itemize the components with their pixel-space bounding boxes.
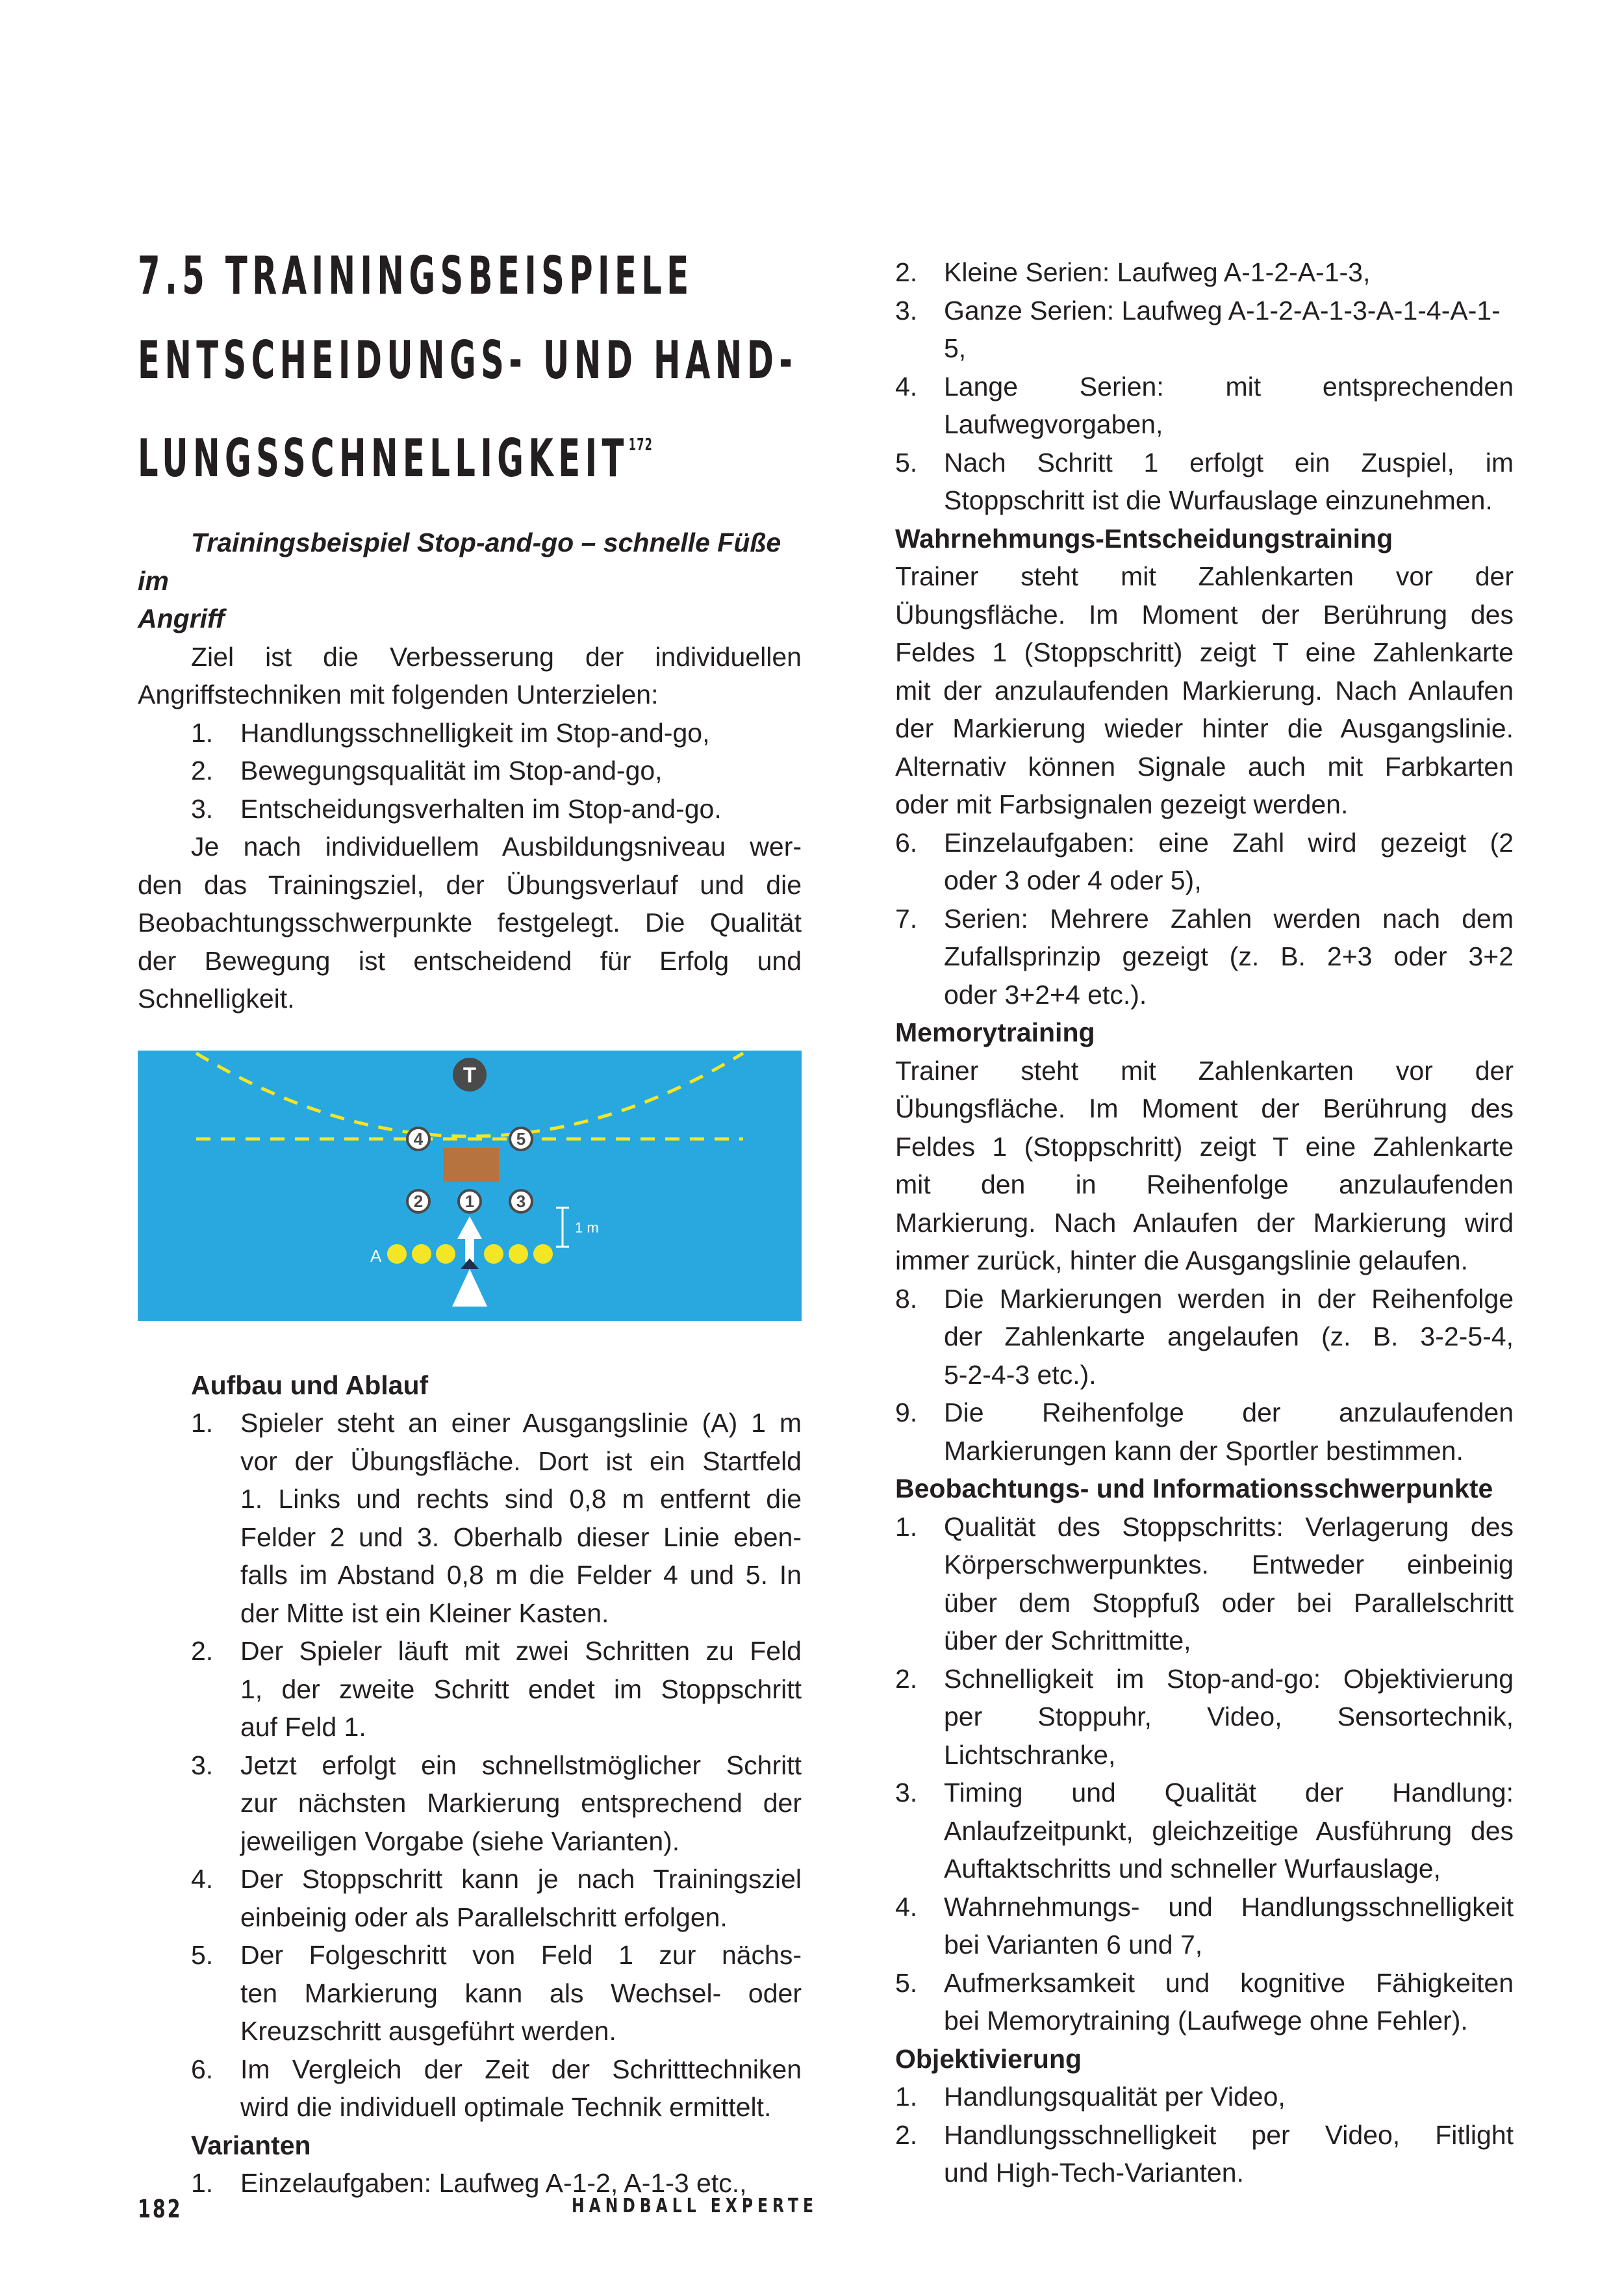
text-line: Je nach individuellem Ausbildungsniveau wer- (191, 832, 802, 862)
text-line: Trainer steht mit Zahlenkarten vor der (895, 1055, 1514, 1086)
list-item (895, 2116, 1514, 2192)
list-text-line: Handlungsschnelligkeit per Video, Fitlight (944, 2119, 1514, 2150)
list-text-line: Timing und Qualität der Handlung: (944, 1778, 1514, 1807)
list-number: 2. (191, 1636, 214, 1666)
list-text-line: Wahrnehmungs- und Handlungsschnelligkeit (944, 1891, 1514, 1922)
list-text-line: Ganze Serien: Laufweg A-1-2-A-1-3-A-1-4-A-1-5, (944, 295, 1501, 363)
memory-list (895, 1280, 1514, 1470)
list-text-line: Lange Serien: mit entsprechenden (944, 371, 1514, 402)
left-column (138, 234, 802, 2202)
list-text-line: 1, der zweite Schritt endet im Stoppschritt (240, 1674, 802, 1704)
list-text-line: Jetzt erfolgt ein schnellstmöglicher Schritt (240, 1750, 802, 1780)
list-item (895, 292, 1514, 368)
list-item (895, 1280, 1514, 1394)
list-text-line: Die Markierungen werden in der Reihenfolge (944, 1283, 1514, 1314)
goal-line-1: Ziel ist die Verbesserung der individuellen (191, 641, 802, 672)
list-text-line: Serien: Mehrere Zahlen werden nach dem (944, 903, 1514, 934)
field-marker-label: 4 (413, 1129, 424, 1149)
list-text-line: Kreuzschritt ausgeführt werden. (240, 2016, 616, 2046)
text-line: mit den in Reihenfolge anzulaufenden (895, 1169, 1514, 1199)
text-line: der Bewegung ist entscheidend für Erfolg und (138, 945, 802, 976)
list-text-line: Die Reihenfolge der anzulaufenden (944, 1398, 1514, 1427)
list-number: 4. (895, 1891, 918, 1922)
list-text-line: per Stoppuhr, Video, Sensortechnik, (944, 1702, 1514, 1731)
list-number: 3. (895, 295, 918, 326)
example-subtitle: Trainingsbeispiel Stop-and-go – schnelle Füße im Angriff (138, 528, 781, 633)
list-item (895, 368, 1514, 444)
observation-list (895, 1508, 1514, 2040)
list-item (895, 444, 1514, 520)
list-text-line: zur nächsten Markierung entsprechend der (240, 1788, 802, 1818)
stop-and-go-diagram (138, 1051, 802, 1321)
list-number: 4. (895, 371, 918, 402)
objectification-heading: Objektivierung (895, 2043, 1082, 2074)
small-box (443, 1148, 499, 1182)
text-line: oder mit Farbsignalen gezeigt werden. (895, 789, 1349, 819)
list-text-line: 1. Links und rechts sind 0,8 m entfernt die (240, 1484, 802, 1514)
distance-label: 1 m (575, 1219, 599, 1236)
variants-heading: Varianten (191, 2130, 311, 2160)
list-text-line: Felder 2 und 3. Oberhalb dieser Linie eben- (240, 1522, 802, 1552)
memory-heading: Memorytraining (895, 1017, 1095, 1047)
list-item (138, 1936, 802, 2050)
text-line: Schnelligkeit. (138, 984, 295, 1014)
list-text-line: Stoppschritt ist die Wurfauslage einzunehmen. (944, 485, 1493, 515)
list-item (895, 1394, 1514, 1470)
setup-list (138, 1404, 802, 2126)
list-number: 8. (895, 1283, 918, 1314)
intro-paragraph (138, 828, 802, 1018)
list-text-line: Der Folgeschritt von Feld 1 zur nächs- (240, 1940, 802, 1970)
list-text-line: der Mitte ist ein Kleiner Kasten. (240, 1598, 609, 1628)
list-text-line: bei Varianten 6 und 7, (944, 1930, 1203, 1959)
page-number: 182 (138, 2195, 183, 2223)
start-line-dot (484, 1244, 503, 1264)
list-item (895, 2078, 1514, 2116)
list-number: 9. (895, 1398, 918, 1427)
text-line: mit der anzulaufenden Markierung. Nach Anlaufen (895, 675, 1514, 706)
list-text-line: bei Memorytraining (Laufwege ohne Fehler). (944, 2006, 1468, 2036)
list-text-line: Nach Schritt 1 erfolgt ein Zuspiel, im (944, 447, 1514, 478)
list-number: 5. (895, 1967, 918, 1998)
list-text-line: Der Spieler läuft mit zwei Schritten zu Feld (240, 1636, 802, 1666)
list-item (138, 1404, 802, 1632)
trainer-label: T (463, 1062, 477, 1087)
list-number: 5. (191, 1940, 214, 1970)
start-line-dot (509, 1244, 528, 1264)
list-number: 4. (191, 1864, 214, 1894)
text-line: Markierung. Nach Anlaufen der Markierung wird (895, 1207, 1514, 1238)
list-text-line: Qualität des Stoppschritts: Verlagerung des (944, 1511, 1514, 1542)
goal-line-2: Angriffstechniken mit folgenden Unterzielen: (138, 680, 659, 709)
field-marker-label: 1 (464, 1191, 475, 1211)
list-text-line: jeweiligen Vorgabe (siehe Varianten). (240, 1826, 680, 1856)
text-line: Feldes 1 (Stoppschritt) zeigt T eine Zahlenkarte (895, 1131, 1514, 1162)
list-text-line: oder 3 oder 4 oder 5), (944, 865, 1202, 895)
list-item (138, 790, 802, 828)
list-text-line: Lichtschranke, (944, 1739, 1116, 1770)
list-item (895, 1508, 1514, 1660)
list-number: 1. (895, 2082, 918, 2112)
list-text-line: Handlungsqualität per Video, (944, 2082, 1286, 2112)
list-number: 2. (895, 2119, 918, 2150)
footnote-marker[interactable]: 172 (628, 435, 653, 455)
list-number: 5. (895, 447, 918, 478)
memory-paragraph (895, 1052, 1514, 1280)
heading-line-2: ENTSCHEIDUNGS- UND HAND- (138, 330, 798, 390)
perception-list (895, 824, 1514, 1014)
goals-list (138, 714, 802, 828)
list-item (895, 1774, 1514, 1888)
list-number: 1. (191, 2168, 214, 2198)
observation-heading: Beobachtungs- und Informationsschwerpunkte (895, 1474, 1493, 1503)
start-line-dot (412, 1244, 431, 1264)
list-text-line: Auftaktschritts und schneller Wurfauslage, (944, 1854, 1441, 1883)
list-item (138, 2050, 802, 2126)
list-number: 3. (191, 793, 214, 824)
list-number: 3. (191, 1750, 214, 1780)
start-label: A (370, 1245, 382, 1266)
text-line: Beobachtungsschwerpunkte festgelegt. Die Qualität (138, 908, 802, 938)
list-text-line: auf Feld 1. (240, 1712, 366, 1742)
list-number: 6. (191, 2054, 214, 2084)
list-item (138, 1860, 802, 1936)
text-line: Übungsfläche. Im Moment der Berührung des (895, 1093, 1514, 1123)
list-item (895, 1964, 1514, 2040)
list-text-line: Aufmerksamkeit und kognitive Fähigkeiten (944, 1967, 1514, 1998)
text-line: immer zurück, hinter die Ausgangslinie gelaufen. (895, 1245, 1468, 1275)
objectification-list (895, 2078, 1514, 2192)
field-marker-label: 2 (413, 1191, 424, 1211)
list-item (895, 1888, 1514, 1964)
right-column (895, 253, 1514, 2192)
list-text-line: falls im Abstand 0,8 m die Felder 4 und 5. In (240, 1560, 802, 1590)
list-text: Entscheidungsverhalten im Stop-and-go. (240, 793, 722, 824)
list-text-line: Zufallsprinzip gezeigt (z. B. 2+3 oder 3+2 (944, 941, 1514, 971)
field-marker-label: 5 (516, 1129, 526, 1149)
list-number: 1. (895, 1511, 918, 1542)
list-text-line: Einzelaufgaben: Laufweg A-1-2, A-1-3 etc., (240, 2168, 747, 2198)
list-number: 6. (895, 827, 918, 858)
list-text-line: 5-2-4-3 etc.). (944, 1359, 1097, 1390)
text-line: Übungsfläche. Im Moment der Berührung des (895, 599, 1514, 630)
list-text-line: Spieler steht an einer Ausgangslinie (A) 1 m (240, 1408, 802, 1438)
list-number: 7. (895, 903, 918, 934)
list-text-line: ten Markierung kann als Wechsel- oder (240, 1978, 802, 2008)
text-line: Trainer steht mit Zahlenkarten vor der (895, 561, 1514, 591)
heading-line-3: LUNGSSCHNELLIGKEIT (138, 428, 629, 489)
variants-list-continued (895, 253, 1514, 520)
list-item (895, 1660, 1514, 1774)
list-item (138, 714, 802, 752)
perception-paragraph (895, 557, 1514, 824)
list-text-line: Kleine Serien: Laufweg A-1-2-A-1-3, (944, 257, 1371, 287)
list-text-line: Anlaufzeitpunkt, gleichzeitige Ausführung des (944, 1815, 1514, 1846)
list-text-line: Der Stoppschritt kann je nach Trainingsziel (240, 1864, 802, 1894)
running-footer-title: HANDBALL EXPERTE (572, 2195, 818, 2217)
list-number: 1. (191, 717, 214, 748)
list-text-line: Laufwegvorgaben, (944, 409, 1163, 439)
list-item (138, 1746, 802, 1861)
list-item (895, 824, 1514, 900)
list-text-line: über dem Stoppfuß oder bei Parallelschritt (944, 1587, 1514, 1618)
list-number: 2. (895, 1663, 918, 1694)
list-text: Bewegungsqualität im Stop-and-go, (240, 756, 663, 785)
text-line: Alternativ können Signale auch mit Farbkarten (895, 751, 1514, 782)
field-marker-label: 3 (516, 1191, 526, 1211)
text-line: der Markierung wieder hinter die Ausgangslinie. (895, 713, 1514, 743)
start-line-dot (387, 1244, 407, 1264)
list-number: 3. (895, 1778, 918, 1807)
heading-line-1: 7.5 TRAININGSBEISPIELE (138, 246, 694, 306)
list-text-line: über der Schrittmitte, (944, 1626, 1191, 1655)
list-item (895, 253, 1514, 292)
text-line: Feldes 1 (Stoppschritt) zeigt T eine Zahlenkarte (895, 637, 1514, 667)
list-text-line: Markierungen kann der Sportler bestimmen. (944, 1435, 1464, 1466)
start-line-dot (533, 1244, 553, 1264)
list-text-line: Im Vergleich der Zeit der Schritttechniken (240, 2054, 802, 2084)
list-text-line: Schnelligkeit im Stop-and-go: Objektivierung (944, 1663, 1514, 1694)
perception-heading: Wahrnehmungs-Entscheidungstraining (895, 523, 1393, 554)
list-text-line: vor der Übungsfläche. Dort ist ein Startfeld (240, 1446, 802, 1476)
list-text-line: wird die individuell optimale Technik ermittelt. (240, 2092, 772, 2122)
list-text-line: Einzelaufgaben: eine Zahl wird gezeigt (2 (944, 827, 1514, 858)
list-item (138, 1632, 802, 1746)
list-text-line: einbeinig oder als Parallelschritt erfolgen. (240, 1902, 728, 1932)
list-number: 2. (895, 257, 918, 287)
intro (138, 524, 802, 1018)
list-text-line: oder 3+2+4 etc.). (944, 979, 1147, 1010)
list-text-line: Körperschwerpunktes. Entweder einbeinig (944, 1550, 1514, 1579)
list-text-line: der Zahlenkarte angelaufen (z. B. 3-2-5-4, (944, 1321, 1514, 1351)
setup-heading: Aufbau und Ablauf (191, 1370, 429, 1400)
list-number: 1. (191, 1408, 214, 1438)
section-heading (138, 234, 802, 501)
list-number: 2. (191, 756, 214, 785)
list-item (895, 900, 1514, 1014)
list-item (138, 752, 802, 790)
text-line: den das Trainingsziel, der Übungsverlauf und die (138, 869, 802, 900)
start-line-dot (436, 1244, 455, 1264)
list-text-line: und High-Tech-Varianten. (944, 2158, 1244, 2188)
list-text: Handlungsschnelligkeit im Stop-and-go, (240, 717, 710, 748)
